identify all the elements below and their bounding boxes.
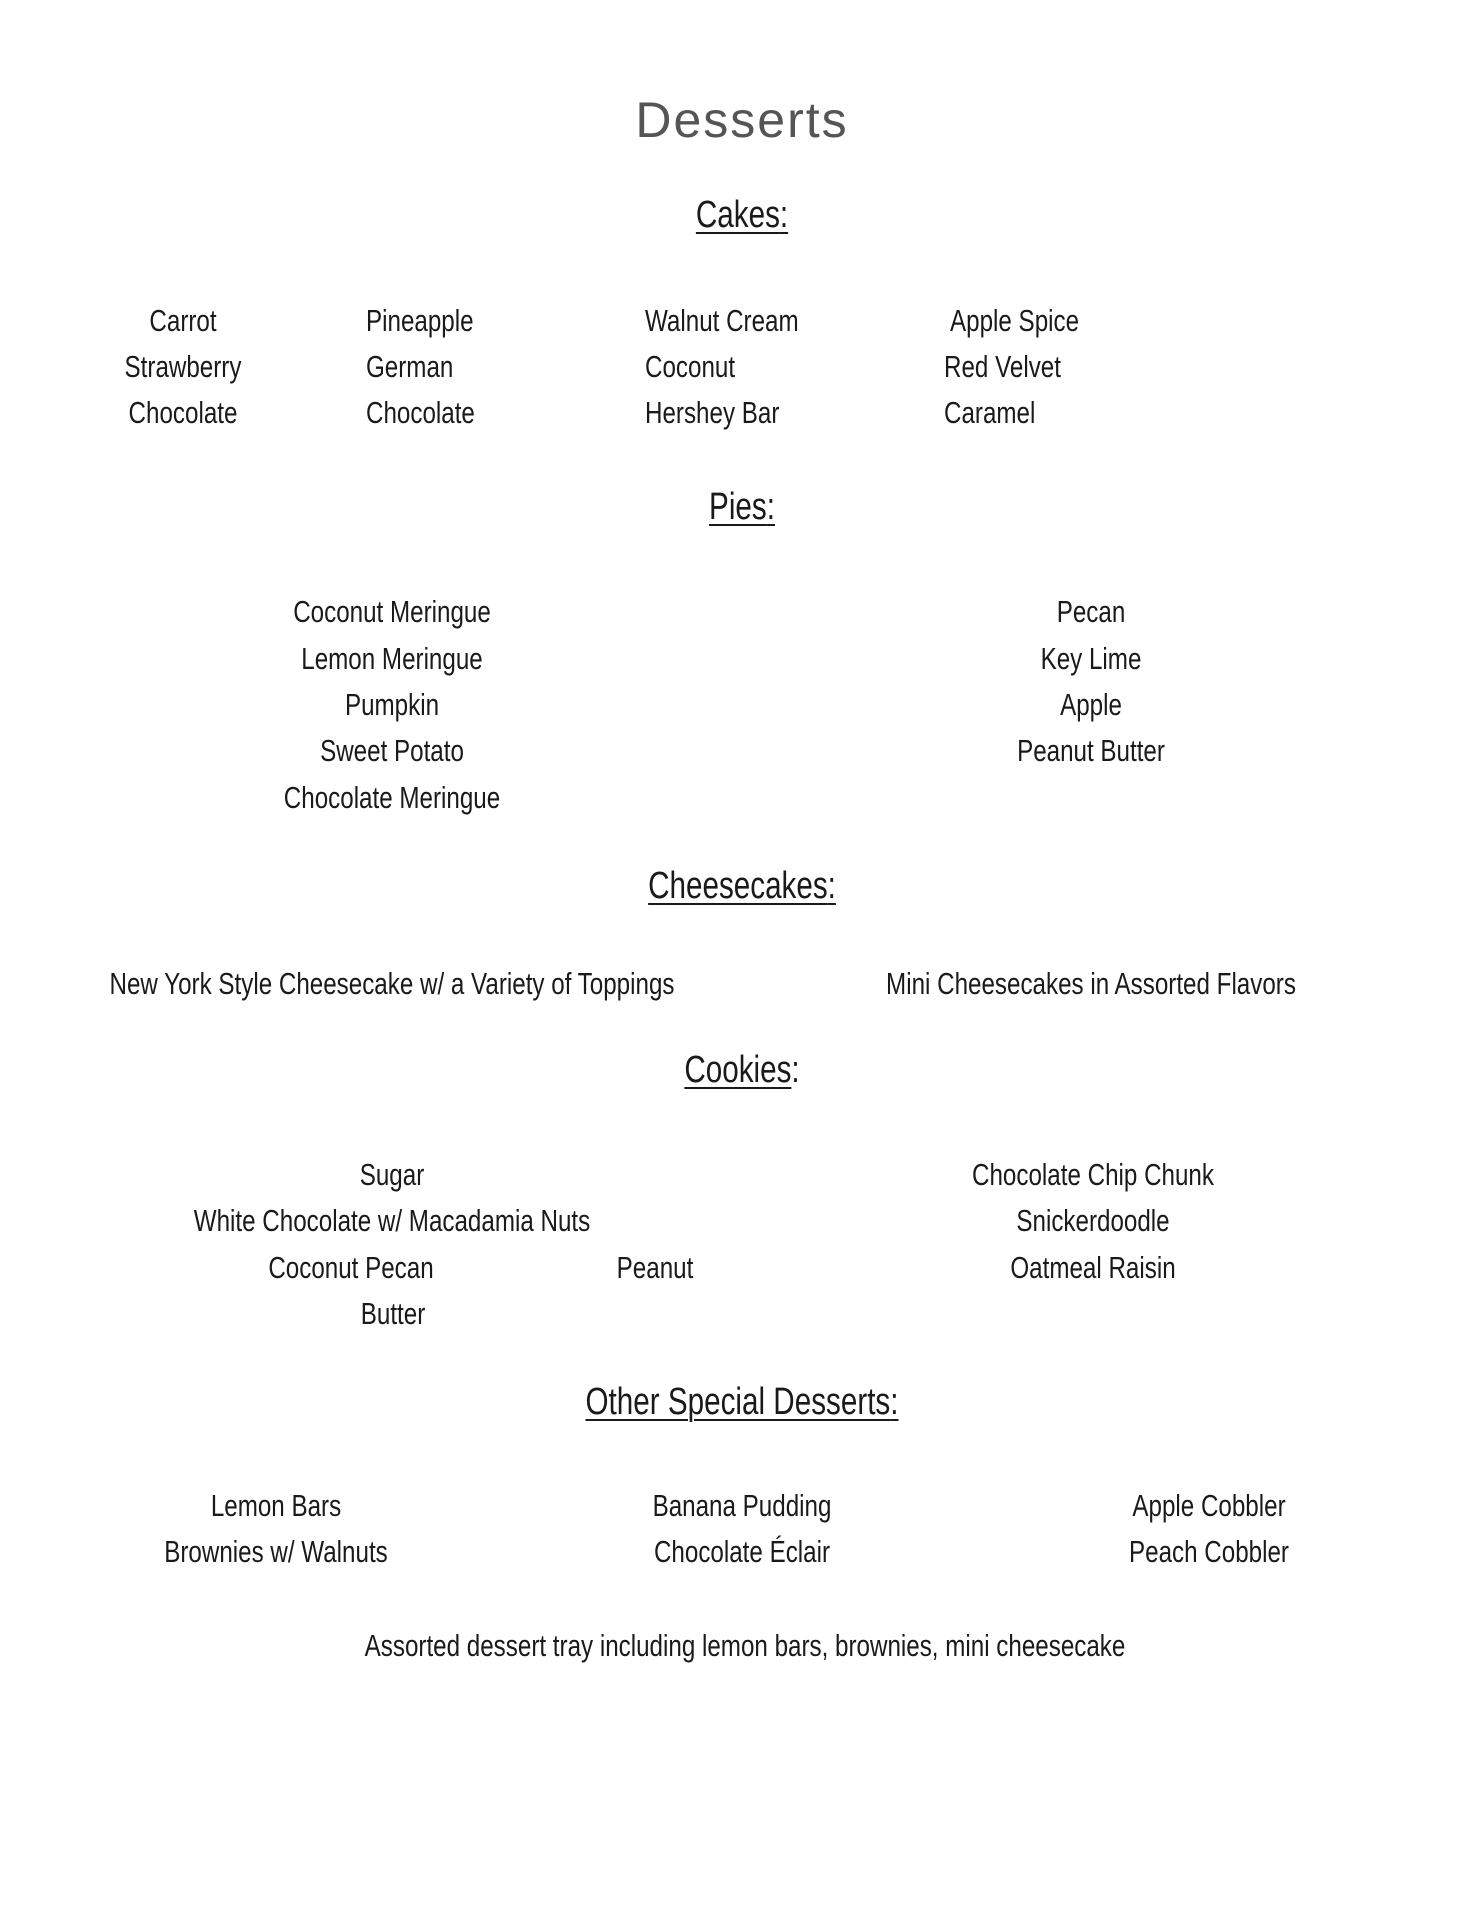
cookie-item: Oatmeal Raisin xyxy=(1010,1250,1176,1285)
cookies-heading: Cookies: xyxy=(684,1049,800,1091)
cake-item: Apple Spice xyxy=(950,303,1080,338)
pie-item: Lemon Meringue xyxy=(301,641,483,676)
pie-item: Pumpkin xyxy=(344,687,440,722)
cake-item: Carrot xyxy=(149,303,217,338)
cake-item: German xyxy=(366,349,454,384)
page-title: Desserts xyxy=(635,92,849,148)
cake-item: Coconut xyxy=(645,349,736,384)
cake-item: Walnut Cream xyxy=(645,303,799,338)
other-dessert-item: Lemon Bars xyxy=(210,1488,342,1523)
cake-item: Chocolate xyxy=(128,395,238,430)
pie-item: Peanut Butter xyxy=(1017,733,1165,768)
other-dessert-item: Peach Cobbler xyxy=(1129,1534,1289,1569)
other-dessert-item: Brownies w/ Walnuts xyxy=(164,1534,388,1569)
pie-item: Apple xyxy=(1060,687,1122,722)
cookie-item: Chocolate Chip Chunk xyxy=(972,1157,1214,1192)
cheesecake-item: New York Style Cheesecake w/ a Variety of Toppings xyxy=(109,966,675,1001)
other-dessert-item: Apple Cobbler xyxy=(1132,1488,1286,1523)
cake-item: Red Velvet xyxy=(944,349,1061,384)
pie-item: Key Lime xyxy=(1040,641,1142,676)
cake-item: Pineapple xyxy=(366,303,474,338)
cookie-item: Butter xyxy=(360,1296,426,1331)
cake-item: Chocolate xyxy=(366,395,475,430)
other-dessert-item: Chocolate Éclair xyxy=(653,1534,831,1569)
pie-item: Sweet Potato xyxy=(320,733,464,768)
pie-item: Pecan xyxy=(1056,594,1126,629)
cookie-item: Sugar xyxy=(359,1157,425,1192)
cheesecakes-heading: Cheesecakes: xyxy=(648,865,836,907)
dessert-tray-note: Assorted dessert tray including lemon bars, brownies, mini cheesecake xyxy=(364,1628,1126,1663)
other-dessert-item: Banana Pudding xyxy=(652,1488,832,1523)
pie-item: Chocolate Meringue xyxy=(283,780,501,815)
cookie-item: Snickerdoodle xyxy=(1016,1203,1170,1238)
cake-item: Hershey Bar xyxy=(645,395,780,430)
cookie-item: Peanut xyxy=(616,1250,694,1285)
cheesecake-item: Mini Cheesecakes in Assorted Flavors xyxy=(886,966,1296,1001)
cake-item: Caramel xyxy=(944,395,1036,430)
other-desserts-heading: Other Special Desserts: xyxy=(585,1381,899,1423)
pies-heading: Pies: xyxy=(709,486,775,528)
cake-item: Strawberry xyxy=(124,349,242,384)
cakes-heading: Cakes: xyxy=(695,194,789,236)
cookie-item: Coconut Pecan xyxy=(268,1250,434,1285)
pie-item: Coconut Meringue xyxy=(293,594,491,629)
cookie-item: White Chocolate w/ Macadamia Nuts xyxy=(193,1203,591,1238)
